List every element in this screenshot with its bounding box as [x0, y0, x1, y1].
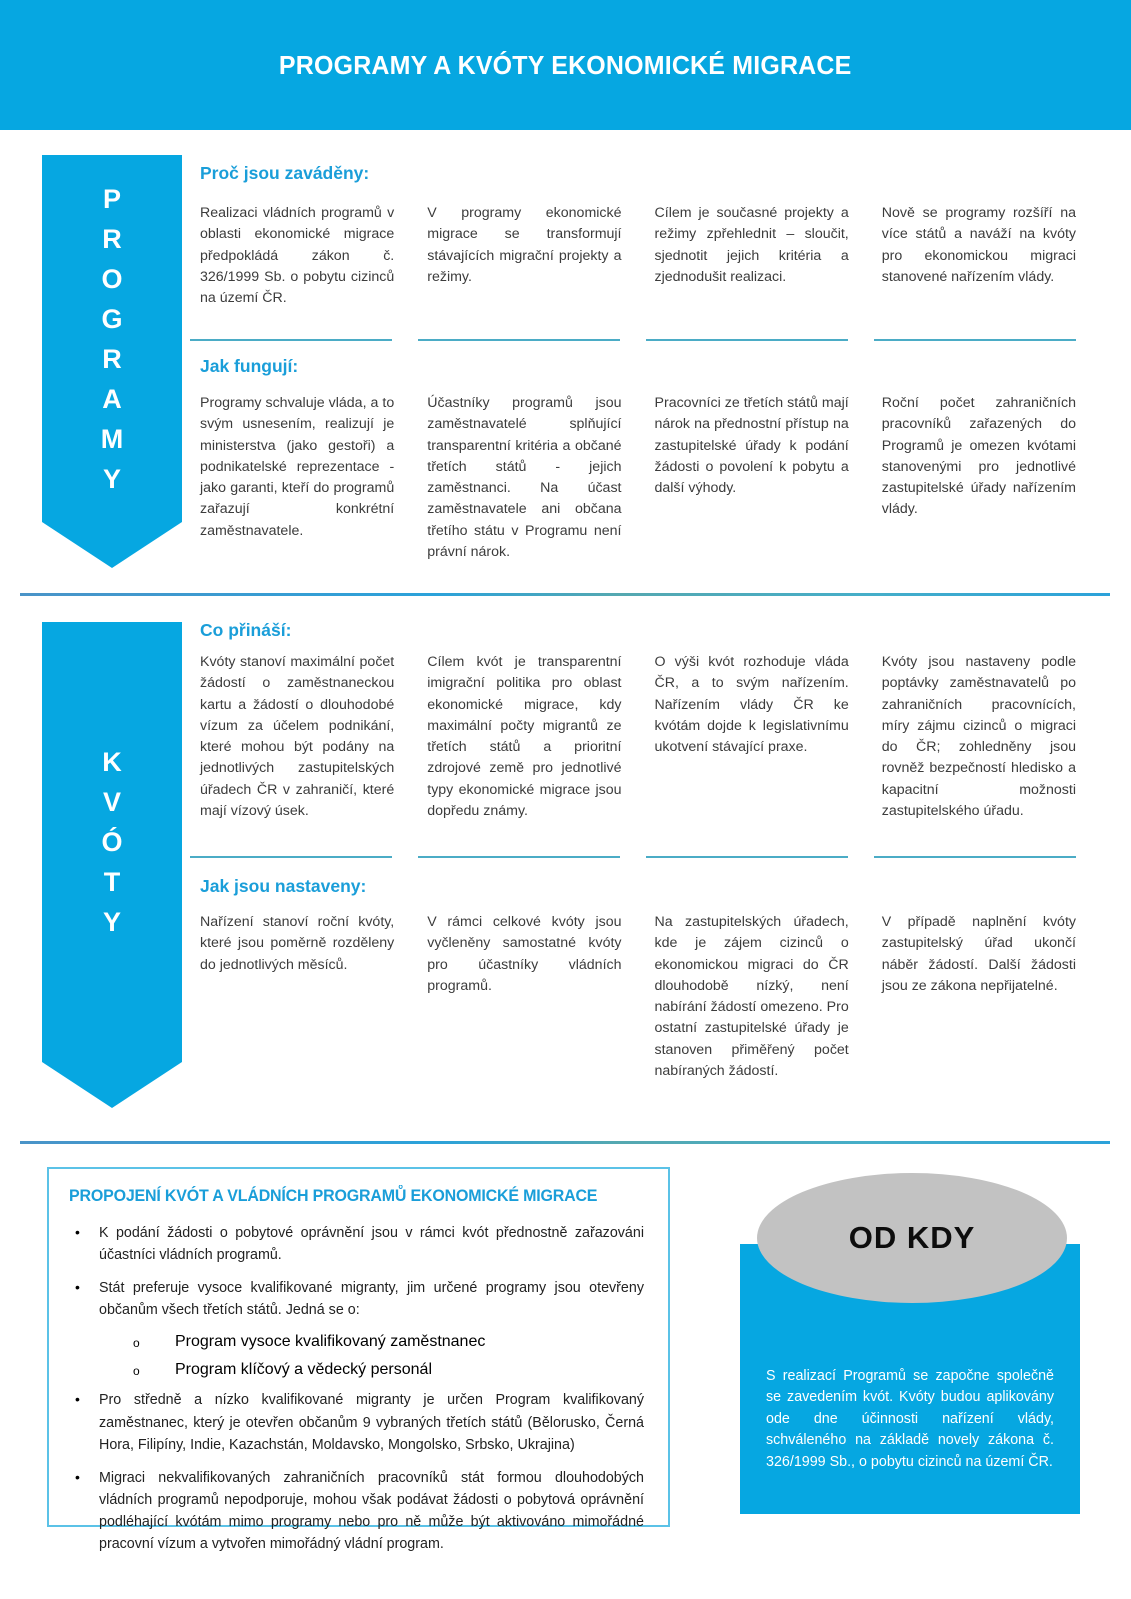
programy-banner-body: [42, 155, 182, 522]
bullet-icon: •: [75, 1468, 80, 1485]
column-text: Cílem kvót je transparentní imigrační politika pro oblast ekonomické migrace, kdy maximální počty migrantů ze třetích států a prioritní zdrojové země pro jednotlivé typy ekonomické migrace jsou dopředu známy.: [427, 654, 622, 820]
column-text: Cílem je současné projekty a režimy zpřehlednit – sloučit, sjednotit jejich kritéria a zjednodušit realizaci.: [654, 205, 849, 285]
column-text: V programy ekonomické migrace se transformují stávajících migrační projekty a režimy.: [427, 205, 622, 285]
programy-letter: R: [102, 223, 122, 254]
divider-line: [646, 339, 848, 341]
arrow-down-tip: [42, 1062, 182, 1108]
column-text: Nově se programy rozšíří na více států a naváží na kvóty pro ekonomickou migraci stanovené nařízením vlády.: [881, 205, 1076, 285]
bullet-icon: •: [75, 1391, 80, 1408]
kvoty-banner: [42, 622, 182, 1108]
programy-letter: O: [101, 263, 123, 294]
page-title: PROGRAMY A KVÓTY EKONOMICKÉ MIGRACE: [279, 49, 852, 80]
list-item: [69, 1467, 644, 1556]
list-item: [69, 1389, 644, 1455]
sub-list-item: [129, 1333, 644, 1353]
list-item: [69, 1277, 644, 1321]
kvoty-letter: Y: [102, 907, 121, 937]
section-divider: [20, 1141, 1110, 1144]
kvoty-banner-body: [42, 622, 182, 1062]
kvoty-letter: T: [103, 867, 121, 897]
bullet-text: Stát preferuje vysoce kvalifikované migranty, jim určené programy jsou otevřeny občanům všech třetích států. Jedná se o:: [99, 1280, 644, 1319]
row-proc-jsou-zavadeny: [200, 203, 1076, 309]
kvoty-letter: K: [102, 747, 122, 777]
column-text: Programy schvaluje vláda, a to svým usnesením, realizují je ministerstva (jako gestoři) a podnikatelské reprezentace - jako garanti, kteří do programů zařazují konkrétní zaměstnavatele.: [200, 395, 395, 539]
bullet-text: Migraci nekvalifikovaných zahraničních pracovníků stát formou dlouhodobých vládních programů nepodporuje, mohou však podávat žádosti o pobytová oprávnění podléhající kvótám mimo programy nebo pro ně může být aktivováno mimořádné pracovní vízum a vytvořen mimořádný vládní program.: [99, 1469, 644, 1553]
programy-letter: Y: [102, 463, 121, 494]
arrow-down-tip: [42, 522, 182, 568]
column-dividers: [190, 339, 1076, 341]
divider-line: [418, 856, 620, 858]
column-text: Na zastupitelských úřadech, kde je zájem cizinců o ekonomickou migraci do ČR dlouhodobě nízký, není nabírání žádostí omezeno. Pro ostatní zastupitelské úřady je stanoven přiměřený počet nabíraných žádostí.: [654, 914, 849, 1080]
od-kdy-ellipse: [757, 1173, 1067, 1303]
row-jak-funguji: [200, 393, 1076, 563]
divider-line: [190, 856, 392, 858]
programy-letter: M: [100, 423, 124, 454]
column-text: O výši kvót rozhoduje vláda ČR, a to svým nařízením. Nařízením vlády ČR ke kvótám dojde k legislativnímu ukotvení stávající praxe.: [654, 654, 849, 756]
circle-bullet-icon: o: [133, 1335, 140, 1350]
programy-letter: G: [101, 303, 123, 334]
column-text: V rámci celkové kvóty jsou vyčleněny samostatné kvóty pro účastníky vládních programů.: [427, 914, 622, 994]
section-heading-jak-jsou-nastaveny: Jak jsou nastaveny:: [200, 876, 367, 896]
programy-letter: P: [102, 183, 121, 214]
circle-bullet-icon: o: [133, 1364, 140, 1379]
propojeni-box: [47, 1167, 670, 1553]
programy-letter: R: [102, 343, 122, 374]
row-jak-jsou-nastaveny: [200, 912, 1076, 1082]
sub-bullet-text: Program klíčový a vědecký personál: [175, 1361, 432, 1379]
divider-line: [874, 856, 1076, 858]
bullet-icon: •: [75, 1224, 80, 1240]
divider-line: [418, 339, 620, 341]
programy-letter: A: [102, 383, 122, 414]
section-heading-co-prinasi: Co přináší:: [200, 620, 292, 640]
od-kdy-label: OD KDY: [848, 1220, 976, 1255]
section-heading-jak-funguji: Jak fungují:: [200, 356, 299, 376]
list-item: [69, 1222, 644, 1266]
column-text: Nařízení stanoví roční kvóty, které jsou poměrně rozděleny do jednotlivých měsíců.: [200, 914, 395, 973]
bullet-text: Pro středně a nízko kvalifikované migranty je určen Program kvalifikovaný zaměstnanec, který je otevřen občanům 9 vybraných třetích států (Bělorusko, Černá Hora, Filipíny, Indie, Kazachstán, Moldavsko, Mongolsko, Srbsko, Ukrajina): [99, 1392, 644, 1453]
column-text: Pracovníci ze třetích států mají nárok na přednostní přístup na zastupitelské úřady k podání žádosti o povolení k pobytu a další výhody.: [654, 395, 849, 497]
divider-line: [646, 856, 848, 858]
divider-line: [190, 339, 392, 341]
propojeni-heading: PROPOJENÍ KVÓT A VLÁDNÍCH PROGRAMŮ EKONOMICKÉ MIGRACE: [69, 1187, 598, 1205]
column-dividers: [190, 856, 1076, 858]
column-text: V případě naplnění kvóty zastupitelský úřad ukončí náběr žádostí. Další žádosti jsou ze zákona nepřijatelné.: [881, 914, 1076, 994]
bullet-icon: •: [75, 1279, 80, 1296]
divider-line: [874, 339, 1076, 341]
column-text: Kvóty jsou nastaveny podle poptávky zaměstnavatelů po zahraničních pracovnících, míry zájmu cizinců o migraci do ČR; zohledněny jsou rovněž bezpečností hledisko a kapacitní možnosti zastupitelského úřadu.: [881, 654, 1076, 820]
programy-banner: [42, 155, 182, 568]
header-bar: [0, 0, 1131, 130]
kvoty-letter: V: [102, 787, 121, 817]
column-text: Účastníky programů jsou zaměstnavatelé splňující transparentní kritéria a občané třetích států - jejich zaměstnanci. Na účast zaměstnavatele ani občana třetího státu v Programu není právní nárok.: [427, 395, 622, 561]
section-heading-proc-jsou-zavadeny: Proč jsou zaváděny:: [200, 163, 370, 183]
column-text: Kvóty stanoví maximální počet žádostí o zaměstnaneckou kartu a žádostí o dlouhodobé vízum za účelem podnikání, které mohou být podány na jednotlivých zastupitelských úřadech ČR v zahraničí, které mají vízový úsek.: [200, 654, 395, 820]
column-text: Roční počet zahraničních pracovníků zařazených do Programů je omezen kvótami stanovenými pro jednotlivé zastupitelské úřady nařízením vlády.: [881, 395, 1076, 518]
kvoty-letter: Ó: [101, 827, 123, 857]
row-co-prinasi: [200, 652, 1076, 822]
sub-bullet-text: Program vysoce kvalifikovaný zaměstnanec: [175, 1332, 486, 1350]
column-text: Realizaci vládních programů v oblasti ekonomické migrace předpokládá zákon č. 326/1999 Sb. o pobytu cizinců na území ČR.: [200, 205, 395, 307]
bullet-text: K podání žádosti o pobytové oprávnění jsou v rámci kvót přednostně zařazováni účastníci vládních programů.: [99, 1225, 644, 1264]
sub-list-item: [129, 1361, 644, 1381]
section-divider: [20, 593, 1110, 596]
od-kdy-text: S realizací Programů se započne společně se zavedením kvót. Kvóty budou aplikovány ode dne účinnosti nařízení vlády, schváleného na základě novely zákona č. 326/1999 Sb., o pobytu cizinců na území ČR.: [766, 1368, 1054, 1470]
